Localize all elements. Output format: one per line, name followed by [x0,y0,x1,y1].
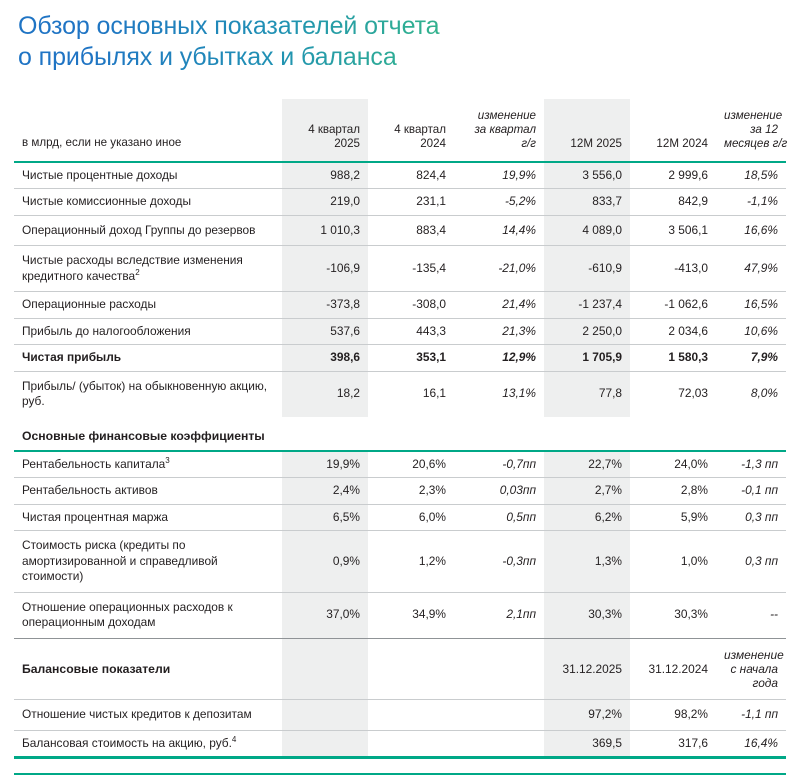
row-value-q4-2024: 883,4 [368,215,454,246]
table-row [14,730,786,756]
row-value-q4-2025: 219,0 [282,189,368,216]
row-value-2025: 97,2% [544,700,630,731]
row-value-q4-2025: 988,2 [282,162,368,189]
section-header-spacer-2 [368,417,454,450]
page-title-line-1: Обзор основных показателей отчета [18,12,440,40]
row-value-12m-2024: 1 580,3 [630,345,716,372]
row-value-q4-2025: 6,5% [282,504,368,531]
row-value-12m-2024: 842,9 [630,189,716,216]
financial-summary-table [14,99,786,756]
row-value-empty-1 [282,730,368,756]
row-value-change-quarter: -0,3пп [454,531,544,593]
row-value-12m-2024: 2 999,6 [630,162,716,189]
row-value-change-quarter: 21,4% [454,292,544,319]
row-label: Чистые комиссионные доходы [14,189,282,216]
table-row [14,478,786,505]
section-header-spacer-3 [454,417,544,450]
row-label: Стоимость риска (кредиты по амортизированной и справедливой стоимости) [14,531,282,593]
row-value-q4-2024: 2,3% [368,478,454,505]
header-col-12m-2024: 12М 2024 [656,137,708,151]
row-value-change-quarter: -5,2% [454,189,544,216]
row-value-q4-2024: 1,2% [368,531,454,593]
row-value-q4-2024: 231,1 [368,189,454,216]
row-label [14,246,282,292]
row-value-change-quarter: 0,03пп [454,478,544,505]
row-value-change-12m: 8,0% [750,386,778,401]
table-row [14,451,786,478]
header-units-label: в млрд, если не указано иное [22,136,182,150]
row-label-footnote: 2 [135,267,140,277]
table-header-row [14,99,786,161]
row-label: Чистые процентные доходы [14,162,282,189]
row-value-q4-2024: 824,4 [368,162,454,189]
row-label: Прибыль/ (убыток) на обыкновенную акцию, руб. [22,378,268,409]
row-value-change-ytd: -1,1 пп [716,700,786,731]
row-value-12m-2025: 4 089,0 [544,215,630,246]
row-value-q4-2025: 1 010,3 [282,215,368,246]
row-value-change-12m: -1,1% [716,189,786,216]
row-value-q4-2025: -106,9 [282,246,368,292]
row-value-empty-1 [282,700,368,731]
row-value-change-quarter: 2,1пп [506,607,536,622]
bottom-rules [14,756,786,775]
row-value-q4-2025: 537,6 [282,318,368,345]
section-header-spacer-5 [630,417,716,450]
row-value-empty-3 [454,730,544,756]
row-value-change-12m: 0,3 пп [716,504,786,531]
row-value-change-quarter: 12,9% [454,345,544,372]
row-value-12m-2025: -1 237,4 [544,292,630,319]
header-col-q4-2025 [282,99,368,161]
bottom-rule-gap [14,759,786,773]
row-value-empty-2 [368,730,454,756]
header-col-12m-2025: 12М 2025 [544,99,630,161]
section-header-balance-label: Балансовые показатели [14,638,282,700]
row-value-2025: 369,5 [544,730,630,756]
row-value-change-12m: 7,9% [716,345,786,372]
row-value-change-quarter: 19,9% [454,162,544,189]
row-value-2024: 317,6 [678,735,708,750]
row-value-q4-2025: -373,8 [282,292,368,319]
row-label: Прибыль до налогообложения [14,318,282,345]
row-value-change-12m: -1,3 пп [716,451,786,478]
section-header-spacer-1 [282,417,368,450]
row-value-change-12m: 16,5% [716,292,786,319]
row-value-12m-2025: 1 705,9 [544,345,630,372]
balance-header-col-change-line1: изменение [724,647,784,662]
row-value-12m-2024: 3 506,1 [630,215,716,246]
row-value-12m-2024: 2,8% [630,478,716,505]
row-value-12m-2025: 833,7 [544,189,630,216]
row-value-12m-2024: 30,3% [674,607,708,622]
table-row [14,700,786,731]
row-value-12m-2025: 77,8 [544,371,630,417]
row-value-12m-2025: 22,7% [544,451,630,478]
table-row [14,592,786,638]
balance-header-spacer-1 [282,638,368,700]
row-label: Отношение чистых кредитов к депозитам [14,700,282,731]
table-row [14,162,786,189]
row-value-12m-2025: 6,2% [544,504,630,531]
row-label-text: Рентабельность капитала [22,456,166,471]
row-value-q4-2025: 19,9% [282,451,368,478]
row-label: Чистая процентная маржа [14,504,282,531]
section-header-balance [14,638,786,700]
balance-header-col-2024: 31.12.2024 [630,638,716,700]
row-label-footnote: 3 [165,455,170,465]
row-label [14,451,282,478]
row-value-change-12m: 0,3 пп [716,531,786,593]
table-row [14,246,786,292]
header-col-change-quarter-line3: г/г [521,137,536,151]
header-col-q4-2024-line1: 4 квартал [394,123,446,137]
table-row [14,371,786,417]
financial-summary-table-wrap [14,99,786,756]
row-value-12m-2024: 2 034,6 [630,318,716,345]
row-value-12m-2025: 1,3% [544,531,630,593]
row-value-12m-2024: 72,03 [678,386,708,401]
row-value-q4-2024: 20,6% [368,451,454,478]
balance-header-col-change [716,638,786,700]
section-header-spacer-6 [716,417,786,450]
row-value-change-12m: 16,6% [716,215,786,246]
row-value-12m-2024: 1,0% [630,531,716,593]
row-value-q4-2025: 0,9% [282,531,368,593]
row-value-change-quarter: 21,3% [454,318,544,345]
row-value-12m-2025: -610,9 [544,246,630,292]
balance-header-col-change-line2: с начала [730,661,778,676]
row-value-empty-3 [454,700,544,731]
row-label: Операционный доход Группы до резервов [14,215,282,246]
balance-header-spacer-3 [454,638,544,700]
table-row-net-profit [14,345,786,372]
section-header-ratios [14,417,786,450]
row-value-q4-2024: 16,1 [422,386,446,401]
row-value-change-ytd: 16,4% [744,735,778,750]
row-value-q4-2025: 2,4% [282,478,368,505]
balance-header-col-2025: 31.12.2025 [544,638,630,700]
section-header-ratios-label: Основные финансовые коэффициенты [22,428,265,443]
row-value-12m-2024: 24,0% [630,451,716,478]
header-col-change-12m-line2: за 12 [750,123,778,137]
header-col-q4-2025-line1: 4 квартал [308,123,360,137]
header-col-change-quarter-line2: за квартал [474,123,536,137]
header-col-q4-2024 [368,99,454,161]
row-value-change-12m: 47,9% [716,246,786,292]
table-row [14,318,786,345]
row-value-q4-2024: -135,4 [368,246,454,292]
row-value-q4-2024: 6,0% [368,504,454,531]
row-value-change-12m: -- [770,607,778,622]
row-value-change-quarter: -0,7пп [454,451,544,478]
row-label: Рентабельность активов [14,478,282,505]
row-value-change-12m: -0,1 пп [716,478,786,505]
row-value-12m-2025: 3 556,0 [544,162,630,189]
balance-header-spacer-2 [368,638,454,700]
row-value-q4-2024: 443,3 [368,318,454,345]
row-value-12m-2024: -413,0 [630,246,716,292]
row-value-change-quarter: -21,0% [454,246,544,292]
row-label-text: Чистые расходы вследствие изменения кредитного качества [22,253,243,283]
page-title [0,0,658,73]
row-value-12m-2025: 30,3% [544,592,630,638]
balance-header-col-change-line3: года [752,676,778,691]
row-value-2024: 98,2% [630,700,716,731]
table-row [14,504,786,531]
row-value-12m-2024: 5,9% [630,504,716,531]
header-col-change-12m-line3: месяцев г/г [724,137,788,151]
table-row [14,531,786,593]
row-value-change-quarter: 13,1% [502,386,536,401]
header-col-change-quarter-line1: изменение [477,109,536,122]
row-label-text: Балансовая стоимость на акцию, руб. [22,735,232,750]
row-value-change-quarter: 0,5пп [454,504,544,531]
page-title-line-2: о прибылях и убытках и баланса [18,43,397,71]
header-col-q4-2024-line2: 2024 [420,137,446,151]
row-value-q4-2025: 398,6 [282,345,368,372]
row-label [14,730,282,756]
row-value-12m-2024: -1 062,6 [630,292,716,319]
row-value-q4-2024: 353,1 [368,345,454,372]
row-label: Операционные расходы [14,292,282,319]
row-value-12m-2025: 2,7% [544,478,630,505]
row-label: Отношение операционных расходов к операционным доходам [22,599,233,630]
header-col-change-12m-line1: изменение [724,109,783,122]
table-row [14,292,786,319]
header-col-q4-2025-line2: 2025 [334,137,360,151]
row-value-change-12m: 18,5% [716,162,786,189]
row-value-change-12m: 10,6% [716,318,786,345]
row-value-empty-2 [368,700,454,731]
row-value-q4-2025: 37,0% [282,592,368,638]
row-value-change-quarter: 14,4% [454,215,544,246]
table-row [14,215,786,246]
row-label: Чистая прибыль [14,345,282,372]
header-col-change-12m [716,99,786,161]
row-value-12m-2025: 2 250,0 [544,318,630,345]
row-value-q4-2024: 34,9% [412,607,446,622]
row-value-q4-2025: 18,2 [282,371,368,417]
section-header-spacer-4 [544,417,630,450]
row-value-q4-2024: -308,0 [368,292,454,319]
header-col-change-quarter [454,99,544,161]
row-label-footnote: 4 [231,734,237,744]
table-row [14,189,786,216]
